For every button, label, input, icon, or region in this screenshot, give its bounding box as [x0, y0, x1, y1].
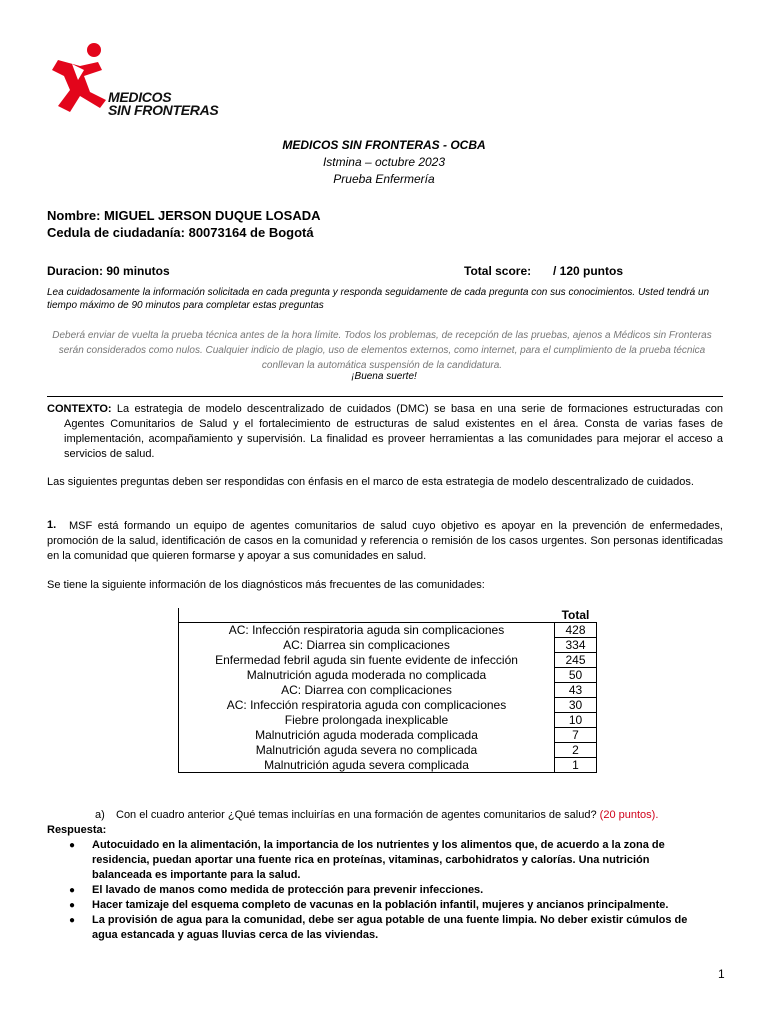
diagnosis-label: Fiebre prolongada inexplicable	[179, 713, 555, 728]
diagnosis-total: 428	[555, 623, 597, 638]
diagnosis-label: Malnutrición aguda severa no complicada	[179, 743, 555, 758]
table-row	[179, 728, 597, 743]
bullet-icon: ●	[69, 840, 76, 851]
diagnosis-label: AC: Diarrea sin complicaciones	[179, 638, 555, 653]
subq-points: (20 puntos).	[599, 809, 659, 821]
candidate-name: Nombre: MIGUEL JERSON DUQUE LOSADA	[47, 208, 321, 223]
question1-paragraph	[47, 519, 723, 564]
answer-item	[47, 898, 707, 913]
context-label: CONTEXTO:	[47, 403, 112, 415]
logo-line2: SIN FRONTERAS	[108, 102, 219, 118]
exam-title: Prueba Enfermería	[333, 172, 435, 186]
bullet-icon: ●	[69, 915, 76, 926]
intro-paragraph	[47, 475, 723, 490]
diagnosis-total: 10	[555, 713, 597, 728]
table-row	[179, 758, 597, 773]
subq-line	[116, 809, 658, 821]
question-number: 1.	[47, 519, 57, 531]
msf-logo	[50, 40, 225, 120]
table-row	[179, 638, 597, 653]
msf-running-man-icon	[50, 40, 110, 118]
diagnosis-label: Malnutrición aguda severa complicada	[179, 758, 555, 773]
diagnosis-label: AC: Infección respiratoria aguda sin complicaciones	[179, 623, 555, 638]
candidate-id: Cedula de ciudadanía: 80073164 de Bogotá	[47, 225, 314, 240]
diagnosis-total: 50	[555, 668, 597, 683]
good-luck: ¡Buena suerte!	[351, 371, 417, 382]
subq-letter: a)	[95, 809, 105, 821]
answer-item	[47, 838, 707, 883]
deadline-note: Deberá enviar de vuelta la prueba técnica antes de la hora límite. Todos los problemas, de recepción de las pruebas, ajenos a Médicos sin Fronteras serán considerados como nulos. Cualquier indicio de plagio, uso de elementos externos, como internet, para el cumplimiento de la prueba técnica conllevan la automática suspensión de la candidatura.	[52, 330, 712, 371]
diagnosis-label: Malnutrición aguda moderada no complicada	[179, 668, 555, 683]
diagnosis-total: 245	[555, 653, 597, 668]
page-number: 1	[718, 967, 725, 981]
bullet-icon: ●	[69, 900, 76, 911]
diagnosis-label: AC: Diarrea con complicaciones	[179, 683, 555, 698]
answer-text: El lavado de manos como medida de protección para prevenir infecciones.	[92, 884, 484, 896]
diagnosis-total: 43	[555, 683, 597, 698]
place-date: Istmina – octubre 2023	[322, 155, 446, 169]
table-row	[179, 653, 597, 668]
table-row	[179, 713, 597, 728]
context-text: La estrategia de modelo descentralizado de cuidados (DMC) se basa en una serie de formaciones estructuradas con Agentes Comunitarios de Salud y el fortalecimiento de estructuras de salud existentes en el área. Consta de varias fases de implementación, acompañamiento y supervisión. La finalidad es proveer herramientas a las comunidades para mejorar el acceso a servicios de salud.	[64, 403, 723, 460]
table-row	[179, 623, 597, 638]
answer-text: Hacer tamizaje del esquema completo de vacunas en la población infantil, mujeres y ancianos principalmente.	[92, 899, 669, 911]
diagnosis-table	[178, 608, 597, 773]
diagnosis-total: 2	[555, 743, 597, 758]
logo-line1: MEDICOS	[108, 89, 172, 105]
table-header-row	[179, 608, 597, 623]
instructions: Lea cuidadosamente la información solicitada en cada pregunta y responda seguidamente de cada pregunta con sus conocimientos. Usted tendrá un tiempo máximo de 90 minutos para completar estas preguntas	[47, 287, 710, 311]
answer-text: La provisión de agua para la comunidad, debe ser agua potable de una fuente limpia. No deber existir cúmulos de agua estancada y aguas lluvias cerca de las viviendas.	[92, 914, 688, 941]
table-row	[179, 683, 597, 698]
bullet-icon: ●	[69, 885, 76, 896]
subq-text: Con el cuadro anterior ¿Qué temas incluirías en una formación de agentes comunitarios de salud?	[116, 809, 597, 821]
question1-text: MSF está formando un equipo de agentes comunitarios de salud cuyo objetivo es apoyar en la prevención de enfermedades, promoción de la salud, identificación de casos en la comunidad y referencia o remisión de los casos urgentes. Son personas identificadas en la comunidad que quieren formarse y apoyar a sus comunidades en salud.	[47, 520, 723, 562]
score-value: / 120 puntos	[553, 264, 624, 278]
answer-text: Autocuidado en la alimentación, la importancia de los nutrientes y los alimentos que, de acuerdo a la zona de residencia, puedan aportar una fuente rica en proteínas, vitaminas, carbohidratos y calorías. Una nutrición balanceada es importante para la salud.	[92, 839, 665, 881]
divider	[47, 396, 723, 397]
answer-item	[47, 883, 707, 898]
answer-item	[47, 913, 707, 943]
answer-label: Respuesta:	[47, 824, 107, 836]
diagnosis-total: 30	[555, 698, 597, 713]
table-header-blank	[179, 608, 555, 623]
score-label: Total score:	[464, 264, 532, 278]
diagnosis-label: AC: Infección respiratoria aguda con complicaciones	[179, 698, 555, 713]
table-row	[179, 743, 597, 758]
diagnosis-label: Enfermedad febril aguda sin fuente evidente de infección	[179, 653, 555, 668]
diagnosis-label: Malnutrición aguda moderada complicada	[179, 728, 555, 743]
org-title: MEDICOS SIN FRONTERAS - OCBA	[282, 138, 486, 152]
diagnosis-total: 334	[555, 638, 597, 653]
table-intro: Se tiene la siguiente información de los diagnósticos más frecuentes de las comunidades:	[47, 579, 485, 591]
context-paragraph	[47, 402, 723, 462]
answer-list	[47, 838, 707, 943]
diagnosis-total: 1	[555, 758, 597, 773]
duration: Duracion: 90 minutos	[47, 264, 170, 278]
table-header-total: Total	[561, 608, 590, 622]
table-row	[179, 668, 597, 683]
table-row	[179, 698, 597, 713]
intro-text: Las siguientes preguntas deben ser respondidas con énfasis en el marco de esta estrategia de modelo descentralizado de cuidados.	[47, 476, 694, 488]
diagnosis-total: 7	[555, 728, 597, 743]
